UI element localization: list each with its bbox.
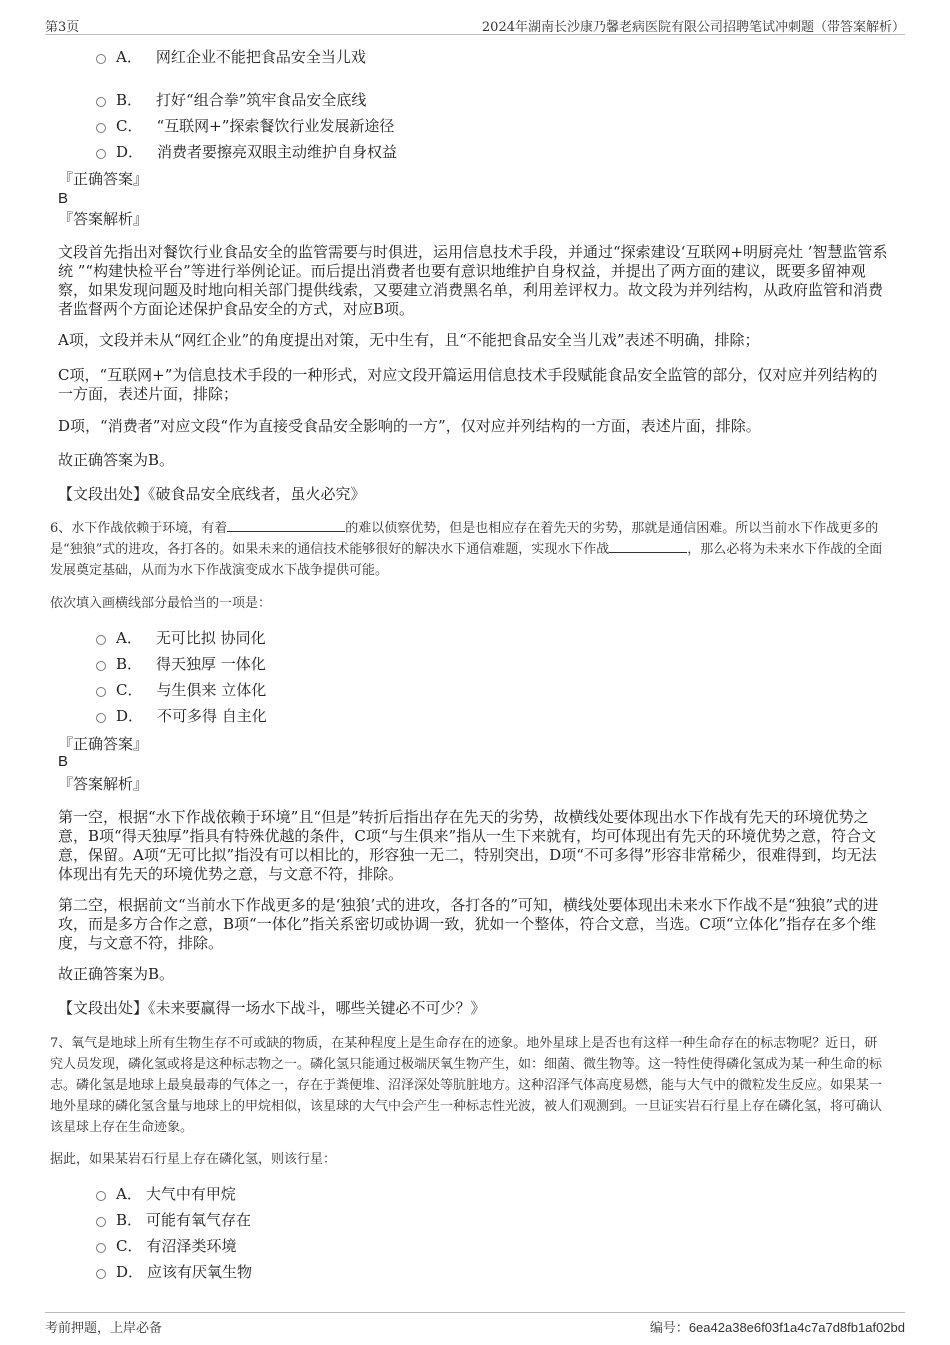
q6-answer-label: 『正确答案』 — [58, 735, 149, 753]
q6-option-c[interactable]: C． 与生俱来 立体化 — [96, 680, 266, 700]
q6-analysis-p3: 故正确答案为B。 — [58, 965, 175, 983]
q6-analysis-p1: 第一空，根据“水下作战依赖于环境”且“但是”转折后指出存在先天的劣势，故横线处要体现出水下作战有先天的环境优势之意，B项“得天独厚”指具有特殊优越的条件，C项“与生俱来”指从一生下来就有，均可体现出有先天的环境优势之意，符合文意，保留。A项“无可比拟”指没有可以相比的，形容独一无二，特别突出，D项“不可多得”形容非常稀少，很难得到，均无法体现出有先天的环境优势之意，与文意不符，排除。 — [58, 808, 877, 883]
q7-option-b[interactable]: B． 可能有氧气存在 — [96, 1210, 251, 1230]
q6-prompt: 依次填入画横线部分最恰当的一项是： — [50, 596, 272, 611]
fill-blank-2 — [609, 540, 687, 553]
radio-icon[interactable] — [96, 1191, 106, 1201]
q7-prompt: 据此，如果某岩石行星上存在磷化氢，则该行星： — [50, 1152, 337, 1167]
radio-icon[interactable] — [96, 97, 106, 107]
q5-analysis-p4: D项，“消费者”对应文段“作为直接受食品安全影响的一方”，仅对应并列结构的一方面，表述片面，排除。 — [58, 417, 761, 435]
q5-option-d[interactable]: D． 消费者要擦亮双眼主动维护自身权益 — [96, 142, 397, 162]
q6-option-a[interactable]: A． 无可比拟 协同化 — [96, 628, 266, 648]
q5-analysis-p2: A项，文段并未从“网红企业”的角度提出对策，无中生有，且“不能把食品安全当儿戏”表述不明确，排除； — [58, 331, 760, 349]
radio-icon[interactable] — [96, 1243, 106, 1253]
radio-icon[interactable] — [96, 1269, 106, 1279]
q5-answer: B — [58, 190, 69, 207]
q6-option-d[interactable]: D． 不可多得 自主化 — [96, 706, 267, 726]
radio-icon[interactable] — [96, 1217, 106, 1227]
q5-analysis-label: 『答案解析』 — [58, 210, 149, 228]
q6-analysis-label: 『答案解析』 — [58, 775, 149, 793]
q5-analysis-p5: 故正确答案为B。 — [58, 451, 175, 469]
page-header — [45, 14, 905, 35]
q7-option-a[interactable]: A． 大气中有甲烷 — [96, 1184, 236, 1204]
radio-icon[interactable] — [96, 54, 106, 64]
q5-option-b[interactable]: B． 打好“组合拳”筑牢食品安全底线 — [96, 90, 366, 110]
page-footer — [45, 1312, 905, 1335]
q5-analysis-p3: C项，“互联网+”为信息技术手段的一种形式，对应文段开篇运用信息技术手段赋能食品安全监管的部分，仅对应并列结构的一方面，表述片面，排除； — [58, 366, 878, 403]
radio-icon[interactable] — [96, 687, 106, 697]
q5-analysis-p1: 文段首先指出对餐饮行业食品安全的监管需要与时俱进，运用信息技术手段，并通过“探索建设‘互联网+明厨亮灶 ’智慧监管系统 ”“构建快检平台”等进行举例论证。而后提出消费者也要有意识地维护自身权益，并提出了两方面的建议，既要多留神观察，如果发现问题及时地向相关部门提供线索，又要建立消费黑名单，利用差评权力。故文段为并列结构，从政府监管和消费者监督两个方面论述保护食品安全的方式，对应B项。 — [58, 243, 888, 318]
q7-option-d[interactable]: D． 应该有厌氧生物 — [96, 1262, 252, 1282]
q5-answer-label: 『正确答案』 — [58, 170, 149, 188]
radio-icon[interactable] — [96, 123, 106, 133]
document-id: 编号：6ea42a38e6f03f1a4c7a7d8fb1af02bd — [649, 1320, 905, 1336]
radio-icon[interactable] — [96, 149, 106, 159]
radio-icon[interactable] — [96, 635, 106, 645]
q5-option-c[interactable]: C． “互联网+”探索餐饮行业发展新途径 — [96, 116, 394, 136]
q5-option-a[interactable]: A． 网红企业不能把食品安全当儿戏 — [96, 47, 366, 67]
radio-icon[interactable] — [96, 713, 106, 723]
q6-source: 【文段出处】《未来要赢得一场水下战斗，哪些关键必不可少？》 — [58, 999, 486, 1017]
q5-source: 【文段出处】《破食品安全底线者，虽火必究》 — [58, 485, 366, 503]
q6-option-b[interactable]: B． 得天独厚 一体化 — [96, 654, 266, 674]
q7-option-c[interactable]: C． 有沼泽类环境 — [96, 1236, 237, 1256]
q6-analysis-p2: 第二空，根据前文“当前水下作战更多的是‘独狼’式的进攻，各打各的”可知，横线处要体现出未来水下作战不是“独狼”式的进攻，而是多方合作之意，B项“一体化”指关系密切或协调一致，犹如一个整体，符合文意，当选。C项“立体化”指存在多个维度，与文意不符，排除。 — [58, 896, 879, 952]
footer-slogan: 考前押题，上岸必备 — [45, 1321, 163, 1336]
q6-answer: B — [58, 753, 69, 770]
document-title: 2024年湖南长沙康乃馨老病医院有限公司招聘笔试冲刺题（带答案解析） — [481, 20, 905, 35]
radio-icon[interactable] — [96, 661, 106, 671]
page-number: 第3页 — [45, 20, 80, 35]
q6-question-text: 6、水下作战依赖于环境，有着 的难以侦察优势，但是也相应存在着先天的劣势，那就是通信困难。所以当前水下作战更多的是“独狼”式的进攻，各打各的。如果未来的通信技术能够很好的解决水下通信难题，实现水下作战 ，那么必将为未来水下作战的全面发展奠定基础，从而为水下作战演变成水下战争提供可能。 — [50, 521, 883, 578]
q7-question-text: 7、氧气是地球上所有生物生存不可或缺的物质，在某种程度上是生命存在的迹象。地外星球上是否也有这样一种生命存在的标志物呢？近日，研究人员发现，磷化氢或将是这种标志物之一。磷化氢只能通过极端厌氧生物产生，如：细菌、微生物等。这一特性使得磷化氢成为某一种生命的标志。磷化氢是地球上最臭最毒的气体之一，存在于粪便堆、沼泽深处等肮脏地方。这种沼泽气体高度易燃，能与大气中的微粒发生反应。如果某一地外星球的磷化氢含量与地球上的甲烷相似，该星球的大气中会产生一种标志性光波，被人们观测到。一旦证实岩石行星上存在磷化氢，将可确认该星球上存在生命迹象。 — [50, 1036, 883, 1135]
fill-blank-1 — [227, 519, 345, 532]
